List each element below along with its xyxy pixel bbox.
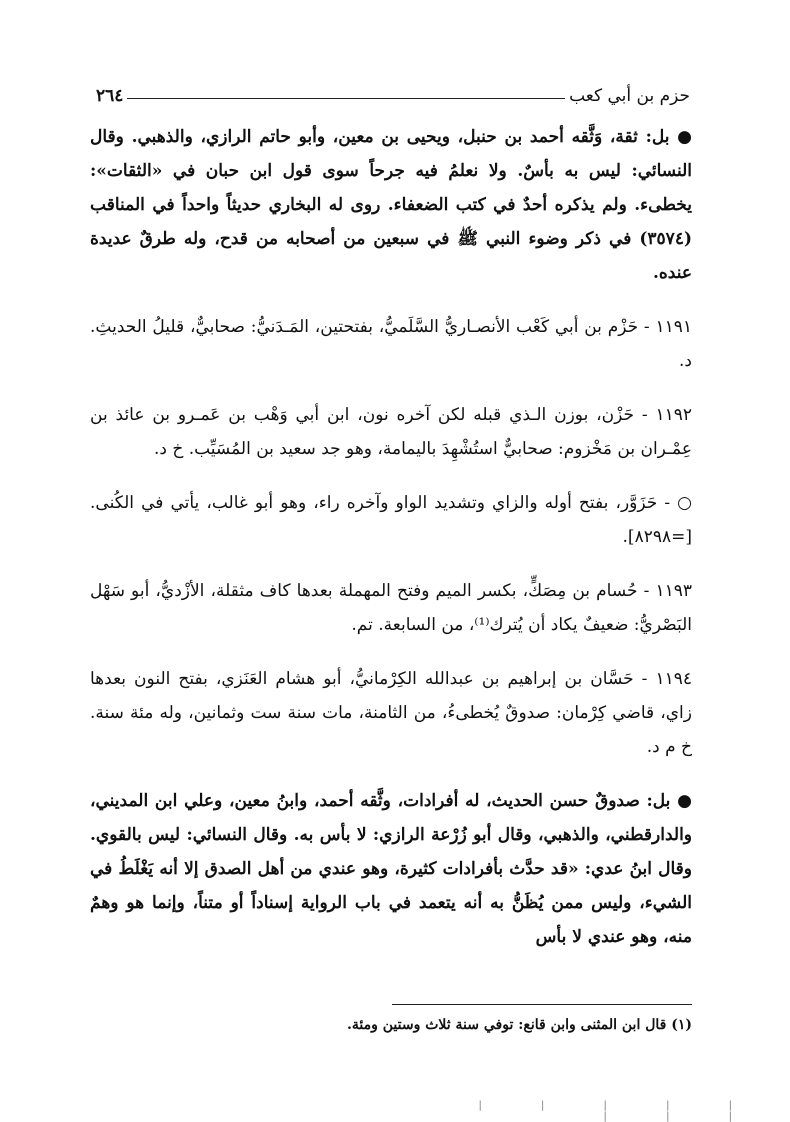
page-header (90, 72, 692, 106)
footnote: (١) قال ابن المثنى وابن قانع: توفي سنة ثلاث وستين ومئة. (347, 1017, 692, 1033)
entry-1193: ١١٩٣ - حُسام بن مِصَكٍّ، بكسر الميم وفتح المهملة بعدها كاف مثقلة، الأزْديُّ، أبو سَهْل البَصْريُّ: ضعيفٌ يكاد أن يُترك⁽¹⁾، من السابعة. تم. (90, 581, 692, 635)
entry-1192: ١١٩٢ - حَزْن، بوزن الـذي قبله لكن آخره نون، ابن أبي وَهْب بن عَمـرو بن عائذ بن عِمْـران بن مَخْزوم: صحابيٌّ استُشْهِدَ باليمامة، وهو جد سعيد بن المُسَيِّب. خ د. (90, 405, 692, 459)
entry-hazawwar: ○ - حَزَوَّر، بفتح أوله والزاي وتشديد الواو وآخره راء، وهو أبو غالب، يأتي في الكُنى. [=٨٢٩٨]. (90, 493, 692, 547)
running-title: حزم بن أبي كعب (569, 86, 690, 106)
page-number: ٢٦٤ (96, 86, 124, 106)
comment-paragraph: ● بل: ثقة، وَثَّقه أحمد بن حنبل، ويحيى بن معين، وأبو حاتم الرازي، والذهبي. وقال النسائي: ليس به بأسٌ. ولا نعلمُ فيه جرحاً سوى قول ابن حبان في «الثقات»: يخطىء. ولم يذكره أحدٌ في كتب الضعفاء. روى له البخاري حديثاً واحداً في المناقب (٣٥٧٤) في ذكر وضوء النبي ﷺ في سبعين من أصحابه من قدح، وله طرقٌ عديدة عنده. (90, 127, 692, 283)
entry-1191: ١١٩١ - حَزْم بن أبي كَعْب الأنصـاريُّ السَّلَميُّ، بفتحتين، المَـدَنيُّ: صحابيٌّ، قليلُ الحديثِ. د. (90, 317, 692, 371)
header-rule (127, 98, 565, 99)
page-body (90, 120, 692, 954)
comment-paragraph: ● بل: صدوقٌ حسن الحديث، له أفرادات، وثَّقه أحمد، وابنُ معين، وعلي ابن المديني، والدارقطني، والذهبي، وقال أبو زُرْعة الرازي: لا بأس به. وقال النسائي: ليس بالقوي. وقال ابنُ عدي: «قد حدَّث بأفرادات كثيرة، وهو عندي من أهل الصدق إلا أنه يَغْلَطُ في الشيء، وليس ممن يُظَنُّ به أنه يتعمد في باب الرواية إسناداً أو متناً، وإنما هو وهمٌ منه، وهو عندي لا بأس (90, 791, 692, 947)
entry-1194: ١١٩٤ - حَسَّان بن إبراهيم بن عبدالله الكِرْمانيُّ، أبو هشام العَنَزي، بفتح النون بعدها زاي، قاضي كِرْمان: صدوقٌ يُخطىءُ، من الثامنة، مات سنة ست وثمانين، وله مئة سنة. خ م د. (90, 669, 692, 757)
scan-edge-marks: | | | | | | | | (478, 1100, 760, 1122)
footnote-rule (392, 1004, 692, 1005)
document-page (90, 72, 692, 1072)
